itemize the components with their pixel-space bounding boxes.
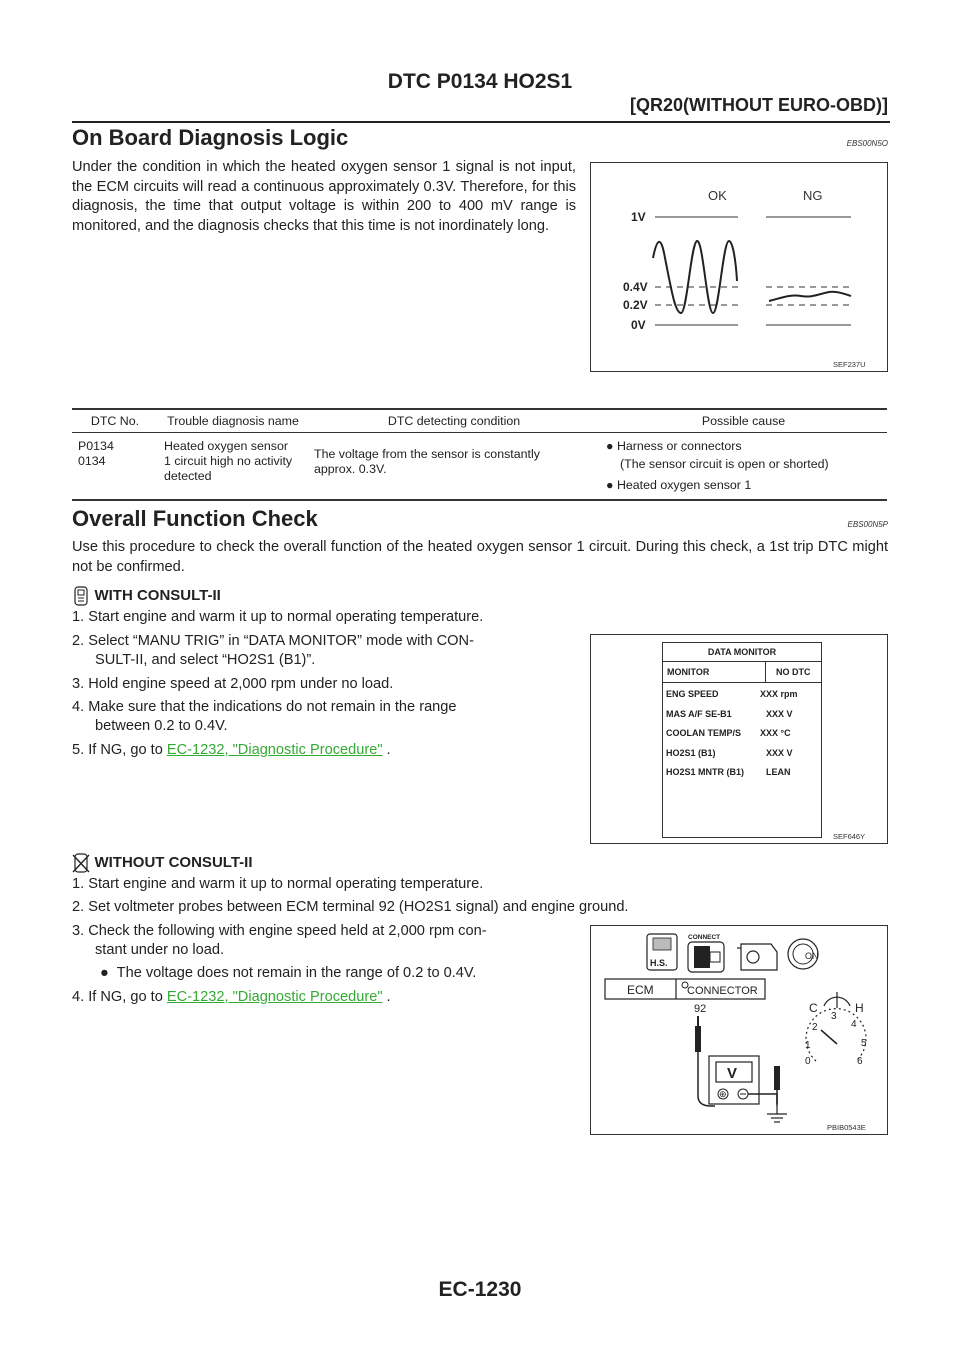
no-dtc-label: NO DTC	[776, 667, 811, 677]
without-step-3: 3. Check the following with engine speed held at 2,000 rpm con-	[72, 923, 487, 939]
monitor-item-value: XXX rpm	[760, 689, 798, 699]
voltmeter-figure	[590, 925, 888, 1135]
cause-item: ● Harness or connectors	[606, 439, 742, 453]
engine-subtitle: [QR20(WITHOUT EURO-OBD)]	[630, 95, 888, 115]
page-number: EC-1230	[438, 1278, 522, 1301]
detecting-condition-cell	[308, 433, 600, 501]
list-item	[666, 748, 818, 768]
with-consult-heading	[72, 585, 221, 607]
ecm-connector	[605, 979, 765, 1015]
ignition-on-icon	[788, 939, 819, 969]
svg-text:⊕: ⊕	[719, 1089, 727, 1099]
table-header-row	[72, 409, 887, 433]
data-monitor-figure	[590, 634, 888, 844]
tach-tick-4: 4	[851, 1019, 857, 1030]
data-monitor-header	[663, 662, 821, 683]
monitor-item-value: XXX V	[766, 708, 793, 719]
dtc-number-cell	[72, 433, 158, 501]
waveform-figure	[590, 162, 888, 372]
section-code: EBS00N5P	[847, 520, 888, 529]
cause-item: ● Heated oxygen sensor 1	[606, 478, 752, 492]
diagnostic-procedure-link[interactable]: EC-1232, "Diagnostic Procedure"	[166, 742, 383, 758]
monitor-item-label: ENG SPEED	[666, 689, 719, 699]
voltage-waveform-diagram	[591, 163, 887, 371]
possible-cause-cell	[600, 433, 887, 501]
tach-tick-3: 3	[831, 1011, 837, 1022]
table-header-cell: Trouble diagnosis name	[158, 409, 308, 433]
ng-label: NG	[803, 188, 823, 203]
with-step-3: 3. Hold engine speed at 2,000 rpm under no load.	[72, 676, 394, 692]
with-step-5	[72, 741, 391, 760]
with-step-1: 1. Start engine and warm it up to normal operating temperature.	[72, 609, 484, 625]
step-suffix: .	[382, 989, 391, 1005]
with-consult-title: WITH CONSULT-II	[94, 587, 221, 605]
monitor-item-value: XXX V	[766, 747, 793, 758]
data-monitor-title: DATA MONITOR	[663, 643, 821, 662]
data-monitor-screen	[662, 642, 822, 838]
figure-caption: SEF646Y	[833, 832, 866, 841]
connect-icon	[688, 934, 724, 972]
monitor-item-label: HO2S1 MNTR (B1)	[666, 767, 745, 777]
section-body-text: Use this procedure to check the overall function of the heated oxygen sensor 1 circuit. During this check, a 1st trip DTC might not be confirmed.	[72, 539, 888, 575]
with-step-4: 4. Make sure that the indications do not remain in the range	[72, 699, 457, 715]
consult-tool-icon	[72, 585, 90, 607]
hs-vehicle-icon	[647, 934, 677, 970]
header-divider	[72, 121, 890, 123]
cause-text: Harness or connectors	[616, 439, 742, 453]
figure-caption: SEF237U	[833, 360, 866, 369]
dtc-code: P0134	[78, 439, 114, 453]
voltmeter	[695, 1016, 787, 1122]
section-title-on-board-diagnosis: On Board Diagnosis Logic	[72, 125, 349, 150]
table-header-cell: DTC detecting condition	[308, 409, 600, 433]
terminal-number: 92	[694, 1003, 707, 1015]
dtc-table	[72, 408, 887, 501]
tach-tick-0: 0	[805, 1056, 811, 1067]
with-step-2-cont: SULT-II, and select “HO2S1 (B1)”.	[95, 652, 316, 668]
monitor-item-value: LEAN	[766, 767, 791, 777]
monitor-item-label: HO2S1 (B1)	[666, 747, 716, 758]
bullet-text: The voltage does not remain in the range of 0.2 to 0.4V.	[116, 965, 477, 981]
cause-text: Heated oxygen sensor 1	[616, 478, 752, 492]
hs-label: H.S.	[650, 958, 668, 968]
step-text: 4. If NG, go to	[72, 989, 167, 1005]
list-item	[666, 709, 818, 729]
without-consult-heading	[72, 852, 253, 874]
with-step-2: 2. Select “MANU TRIG” in “DATA MONITOR” mode with CON-	[72, 633, 474, 649]
ecm-label: ECM	[627, 983, 654, 997]
label-04v: 0.4V	[623, 280, 648, 294]
trouble-name-line: Heated oxygen sensor	[164, 439, 288, 453]
tach-tick-1: 1	[805, 1040, 811, 1051]
with-step-4-cont: between 0.2 to 0.4V.	[95, 718, 228, 734]
voltmeter-connection-diagram	[591, 926, 887, 1134]
figure-caption: PBIB0543E	[827, 1123, 866, 1132]
trouble-name-line: 1 circuit high no activity	[164, 454, 293, 468]
gauge-c-label: C	[809, 1001, 818, 1015]
dtc-code: 0134	[78, 454, 106, 468]
gauge-h-label: H	[855, 1001, 864, 1015]
on-label: ON	[805, 951, 819, 961]
table-header-cell: DTC No.	[72, 409, 158, 433]
voltmeter-v-label: V	[727, 1065, 738, 1082]
table-row	[72, 433, 887, 501]
without-step-1: 1. Start engine and warm it up to normal operating temperature.	[72, 876, 484, 892]
tach-tick-5: 5	[861, 1038, 867, 1049]
trouble-name-line: detected	[164, 469, 212, 483]
connect-label: CONNECT	[688, 934, 721, 941]
condition-line: The voltage from the sensor is constantly	[314, 447, 540, 461]
ok-label: OK	[708, 188, 727, 203]
tach-tick-6: 6	[857, 1056, 863, 1067]
engine-icon	[737, 944, 777, 970]
step-suffix: .	[382, 742, 391, 758]
without-step-4	[72, 988, 391, 1007]
connector-label: CONNECTOR	[687, 985, 758, 997]
label-1v: 1V	[631, 210, 646, 224]
tachometer-gauge	[805, 1009, 867, 1067]
tach-tick-2: 2	[812, 1022, 818, 1033]
ng-signal-curve	[769, 292, 851, 301]
page-title: DTC P0134 HO2S1	[387, 70, 573, 93]
section-body-text: Under the condition in which the heated oxygen sensor 1 signal is not input, the ECM circuits will read a continuous approximately 0.3V. Therefore, for this diagnosis, the time that output voltage is within 200 to 400 mV range is monitored, and the diagnosis checks that this time is not inordinately long.	[72, 159, 576, 234]
cause-detail: (The sensor circuit is open or shorted)	[620, 457, 829, 471]
data-monitor-rows	[663, 683, 821, 787]
without-step-3-cont: stant under no load.	[95, 942, 225, 958]
condition-line: approx. 0.3V.	[314, 462, 387, 476]
monitor-column-label: MONITOR	[663, 662, 766, 682]
without-consult-title: WITHOUT CONSULT-II	[94, 854, 253, 872]
without-step-3-bullet: ● The voltage does not remain in the range of 0.2 to 0.4V.	[100, 965, 477, 981]
label-02v: 0.2V	[623, 298, 648, 312]
without-step-2: 2. Set voltmeter probes between ECM terminal 92 (HO2S1 signal) and engine ground.	[72, 899, 629, 915]
table-header-cell: Possible cause	[600, 409, 887, 433]
monitor-item-value: XXX °C	[760, 728, 791, 738]
step-text: 5. If NG, go to	[72, 742, 167, 758]
section-title-overall-function-check: Overall Function Check	[72, 506, 318, 531]
monitor-item-label: MAS A/F SE-B1	[666, 708, 732, 719]
diagnostic-procedure-link[interactable]: EC-1232, "Diagnostic Procedure"	[166, 989, 383, 1005]
ok-signal-curve	[653, 241, 737, 313]
dtc-table-wrapper	[72, 408, 887, 501]
list-item	[666, 728, 818, 748]
trouble-name-cell	[158, 433, 308, 501]
monitor-item-label: COOLAN TEMP/S	[666, 728, 742, 738]
section-code: EBS00N5O	[846, 139, 888, 148]
list-item	[666, 767, 818, 787]
list-item	[666, 689, 818, 709]
no-consult-tool-icon	[72, 852, 90, 874]
label-0v: 0V	[631, 318, 646, 332]
